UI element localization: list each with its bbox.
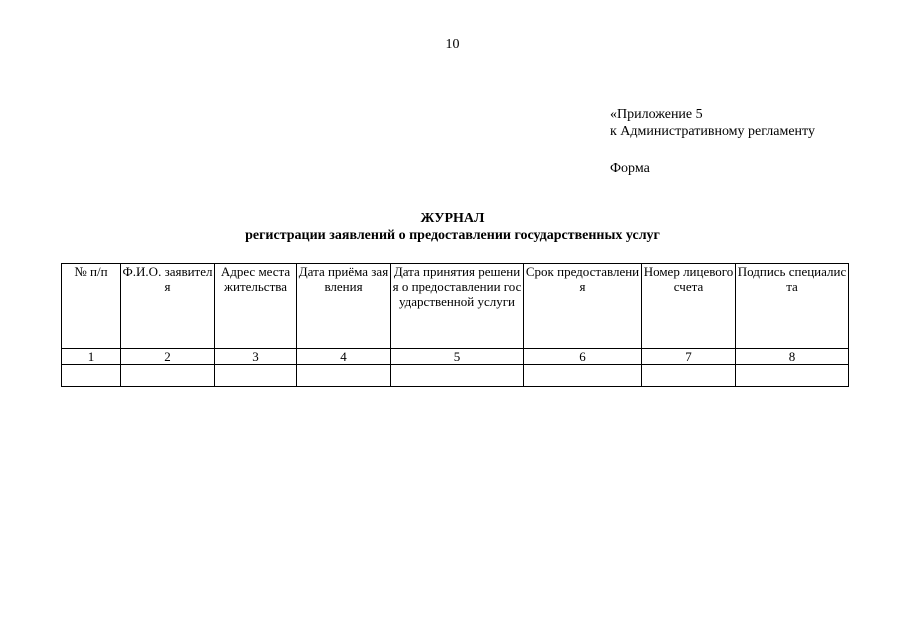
column-number-cell: 4 (297, 349, 391, 365)
column-number-row (62, 349, 849, 365)
empty-cell (215, 365, 297, 387)
header-cell-applicant-name: Ф.И.О. заявителя (121, 264, 215, 349)
empty-cell (62, 365, 121, 387)
empty-cell (297, 365, 391, 387)
empty-cell (736, 365, 849, 387)
column-number-cell: 2 (121, 349, 215, 365)
header-cell-number: № п/п (62, 264, 121, 349)
journal-table (61, 263, 849, 387)
header-cell-receipt-date: Дата приёма заявления (297, 264, 391, 349)
header-cell-decision-date: Дата принятия решения о предоставлении государственной услуги (391, 264, 524, 349)
appendix-line-2: к Административному регламенту (610, 124, 815, 139)
column-number-cell: 5 (391, 349, 524, 365)
form-label: Форма (610, 161, 650, 176)
column-number-cell: 7 (642, 349, 736, 365)
spacer (610, 140, 815, 160)
title-sub: регистрации заявлений о предоставлении государственных услуг (245, 228, 660, 243)
column-number-cell: 1 (62, 349, 121, 365)
header-row (62, 264, 849, 349)
empty-cell (524, 365, 642, 387)
appendix-line-1: «Приложение 5 (610, 107, 703, 122)
column-number-cell: 6 (524, 349, 642, 365)
header-cell-term: Срок предоставления (524, 264, 642, 349)
empty-cell (391, 365, 524, 387)
appendix-note (610, 106, 815, 177)
page-number: 10 (445, 37, 460, 52)
document-title (0, 210, 905, 244)
header-cell-address: Адрес места жительства (215, 264, 297, 349)
title-main: ЖУРНАЛ (420, 211, 485, 226)
empty-table-row (62, 365, 849, 387)
empty-cell (121, 365, 215, 387)
column-number-cell: 8 (736, 349, 849, 365)
column-number-cell: 3 (215, 349, 297, 365)
header-cell-account-number: Номер лицевого счета (642, 264, 736, 349)
header-cell-signature: Подпись специалиста (736, 264, 849, 349)
empty-cell (642, 365, 736, 387)
